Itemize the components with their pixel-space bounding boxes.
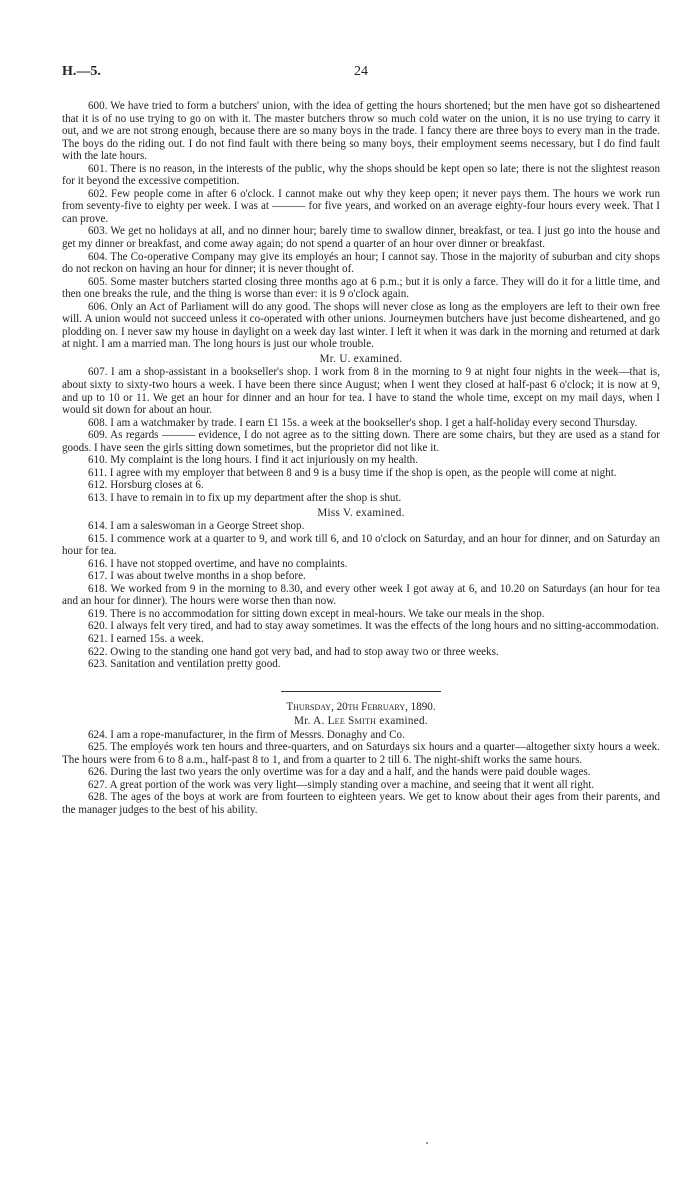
paragraph-610: 610. My complaint is the long hours. I find it act injuriously on my health. [88,454,419,467]
paragraph-611: 611. I agree with my employer that between 8 and 9 is a busy time if the shop is open, as the people will come at night. [88,466,617,479]
paragraph-606: 606. Only an Act of Parliament will do any good. The shops will never close as long as the employers are left to their own free will. A union would not succeed unless it co-operated with other unions. Journeymen butchers have just become disheartened, and go plodding on. I never saw my house in daylight on a week day last winter. I left it when it was dark in the morning and returned at dark at night. I am a married man. The long hours is just our whole trouble. [62,300,660,351]
paragraph-614: 614. I am a saleswoman in a George Street shop. [88,520,305,533]
paragraph-626: 626. During the last two years the only overtime was for a day and a half, and the hands were paid double wages. [88,766,591,779]
evidence-block-miss-v [62,520,660,671]
paragraph-601: 601. There is no reason, in the interests of the public, why the shops should be kept open so late; there is not the slightest reason for it beyond the excessive competition. [62,162,660,188]
session-date: Thursday, 20th February, 1890. [286,700,436,713]
paragraph-600: 600. We have tried to form a butchers' union, with the idea of getting the hours shortened; but the men have got so disheartened that it is of no use trying to go on with it. The master butchers throw so much cold water on the union, it is no use trying to carry it out, and we are not strong enough, because there are so many boys in the trade. I fancy there are three boys to every man in the trade. The boys do the riding out. I do not find fault with there being so many boys, their employment seems necessary, but I do find fault with the late hours. [62,100,660,163]
paragraph-603: 603. We get no holidays at all, and no dinner hour; barely time to swallow dinner, breakfast, or tea. I just go into the house and get my dinner or breakfast, and come away again; do not spend a quarter of an hour over dinner or breakfast. [62,225,660,251]
scan-speck [426,1142,428,1144]
paragraph-622: 622. Owing to the standing one hand got very bad, and had to stop away two or three weeks. [88,645,499,658]
paragraph-624: 624. I am a rope-manufacturer, in the firm of Messrs. Donaghy and Co. [88,728,405,741]
paragraph-607: 607. I am a shop-assistant in a bookseller's shop. I work from 8 in the morning to 9 at night four nights in the week—that is, about sixty to sixty-two hours a week. I have been there since August; when I went they closed at half-past 6 o'clock; it is now at 9, and up to 10 or 11. We get an hour for dinner and an hour for tea. I have to stand the whole time, except on my mail days, when I would sit down for about an hour. [62,366,660,417]
paragraph-609: 609. As regards ——— evidence, I do not agree as to the sitting down. There are some chairs, but they are used as a stand for goods. I have seen the girls sitting down sometimes, but the proprietor did not like it. [62,429,660,454]
paragraph-615: 615. I commence work at a quarter to 9, and work till 6, and 10 o'clock on Saturday, and an hour for dinner, and on Saturday an hour for tea. [62,532,660,558]
page-number: 24 [354,64,368,79]
heading-suffix: examined. [376,715,428,728]
heading-prefix: Mr. A. [294,715,328,728]
paragraph-628: 628. The ages of the boys at work are from fourteen to eighteen years. We get to know about their ages from their parents, and the manager judges to the best of his ability. [62,791,660,816]
paragraph-604: 604. The Co-operative Company may give its employés an hour; I cannot say. Those in the majority of suburban and city shops do not reckon on having an hour for dinner; it is never thought of. [62,250,660,276]
document-reference: H.—5. [62,64,101,79]
witness-heading-mr-u: Mr. U. examined. [319,352,403,365]
paragraph-627: 627. A great portion of the work was very light—simply standing over a machine, and seeing that it went all right. [88,778,595,791]
witness-heading-mr-lee-smith [62,715,660,728]
document-body [62,100,660,817]
section-divider [281,691,441,692]
paragraph-625: 625. The employés work ten hours and three-quarters, and on Saturdays six hours and a quarter—altogether sixty hours a week. The hours were from 6 to 8 a.m., half-past 8 to 1, and from a quarter to 2 till 6. The night-shift works the same hours. [62,741,660,766]
paragraph-618: 618. We worked from 9 in the morning to 8.30, and every other week I got away at 6, and 10.20 on Saturdays (an hour for tea and an hour for dinner). The hours were worse then than now. [62,582,660,608]
paragraph-619: 619. There is no accommodation for sitting down except in meal-hours. We take our meals in the shop. [88,607,545,620]
witness-name: Lee Smith [327,715,377,728]
paragraph-605: 605. Some master butchers started closing three months ago at 6 p.m.; but it is only a farce. They will do it for a little time, and then one breaks the rule, and the thing is worse than ever: it is 9 o'clock again. [62,275,660,301]
paragraph-616: 616. I have not stopped overtime, and have no complaints. [88,557,348,570]
paragraph-608: 608. I am a watchmaker by trade. I earn £1 15s. a week at the bookseller's shop. I get a half-holiday every second Thursday. [88,416,638,429]
evidence-block-butcher [62,100,660,351]
evidence-block-lee-smith [62,729,660,817]
page-header [62,66,660,82]
paragraph-613: 613. I have to remain in to fix up my department after the shop is shut. [88,491,402,504]
evidence-block-mr-u [62,366,660,504]
paragraph-617: 617. I was about twelve months in a shop before. [88,570,306,583]
paragraph-621: 621. I earned 15s. a week. [88,632,204,645]
witness-heading-miss-v: Miss V. examined. [317,506,405,519]
paragraph-612: 612. Horsburg closes at 6. [88,479,204,492]
paragraph-602: 602. Few people come in after 6 o'clock. I cannot make out why they keep open; it never pays them. The hours we work run from seventy-five to eighty per week. I was at ——— for five years, and worked on an average eighty-four hours every week. That I can prove. [62,187,660,225]
paragraph-623: 623. Sanitation and ventilation pretty good. [88,658,281,671]
paragraph-620: 620. I always felt very tired, and had to stay away sometimes. It was the effects of the long hours and no sitting-accommodation. [88,620,659,633]
